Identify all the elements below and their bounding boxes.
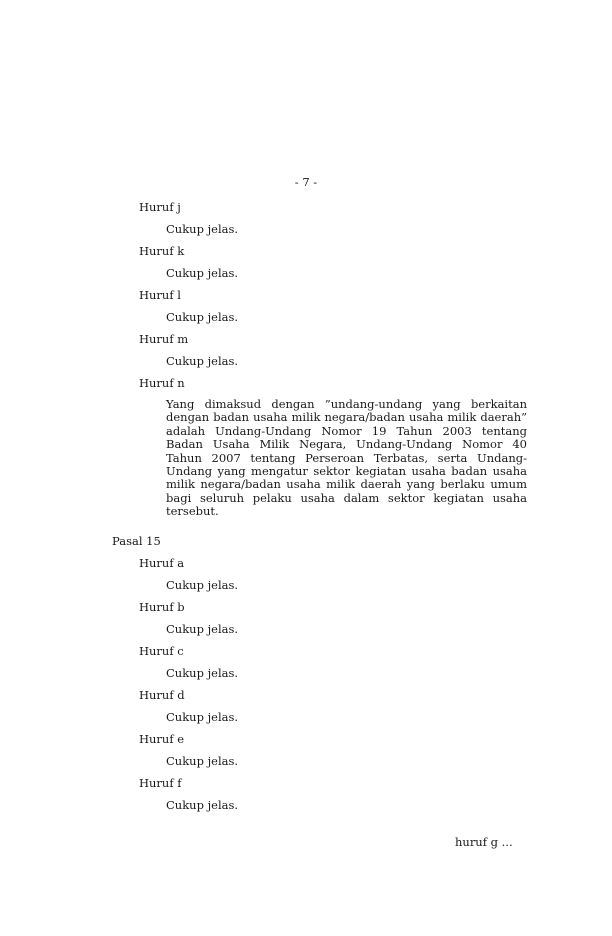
- continuation-marker: huruf g ...: [455, 835, 513, 849]
- huruf-m-text: Cukup jelas.: [166, 354, 239, 368]
- huruf-k-heading: Huruf k: [139, 244, 185, 258]
- huruf-d-heading: Huruf d: [139, 688, 185, 702]
- huruf-c-heading: Huruf c: [139, 644, 184, 658]
- huruf-a-text: Cukup jelas.: [166, 578, 239, 592]
- huruf-c-text: Cukup jelas.: [166, 666, 239, 680]
- huruf-e-text: Cukup jelas.: [166, 754, 239, 768]
- huruf-j-text: Cukup jelas.: [166, 222, 239, 236]
- huruf-n-paragraph: Yang dimaksud dengan ”undang-undang yang berkaitan dengan badan usaha milik negara/badan usaha milik daerah” adalah Undang-Undang Nomor 19 Tahun 2003 tentang Badan Usaha Milik Negara, Undang-Undang Nomor 40 Tahun 2007 tentang Perseroan Terbatas, serta Undang-Undang yang mengatur sektor kegiatan usaha badan usaha milik negara/badan usaha milik daerah yang berlaku umum bagi seluruh pelaku usaha dalam sektor kegiatan usaha tersebut.: [166, 397, 527, 519]
- huruf-b-text: Cukup jelas.: [166, 622, 239, 636]
- huruf-f-text: Cukup jelas.: [166, 798, 239, 812]
- huruf-l-heading: Huruf l: [139, 288, 181, 302]
- huruf-a-heading: Huruf a: [139, 556, 185, 570]
- huruf-e-heading: Huruf e: [139, 732, 185, 746]
- huruf-b-heading: Huruf b: [139, 600, 185, 614]
- huruf-l-text: Cukup jelas.: [166, 310, 239, 324]
- huruf-n-heading: Huruf n: [139, 376, 185, 390]
- huruf-k-text: Cukup jelas.: [166, 266, 239, 280]
- page-number: - 7 -: [294, 175, 318, 189]
- huruf-m-heading: Huruf m: [139, 332, 189, 346]
- pasal-15-title: Pasal 15: [112, 534, 161, 548]
- huruf-f-heading: Huruf f: [139, 776, 182, 790]
- huruf-d-text: Cukup jelas.: [166, 710, 239, 724]
- huruf-j-heading: Huruf j: [139, 200, 181, 214]
